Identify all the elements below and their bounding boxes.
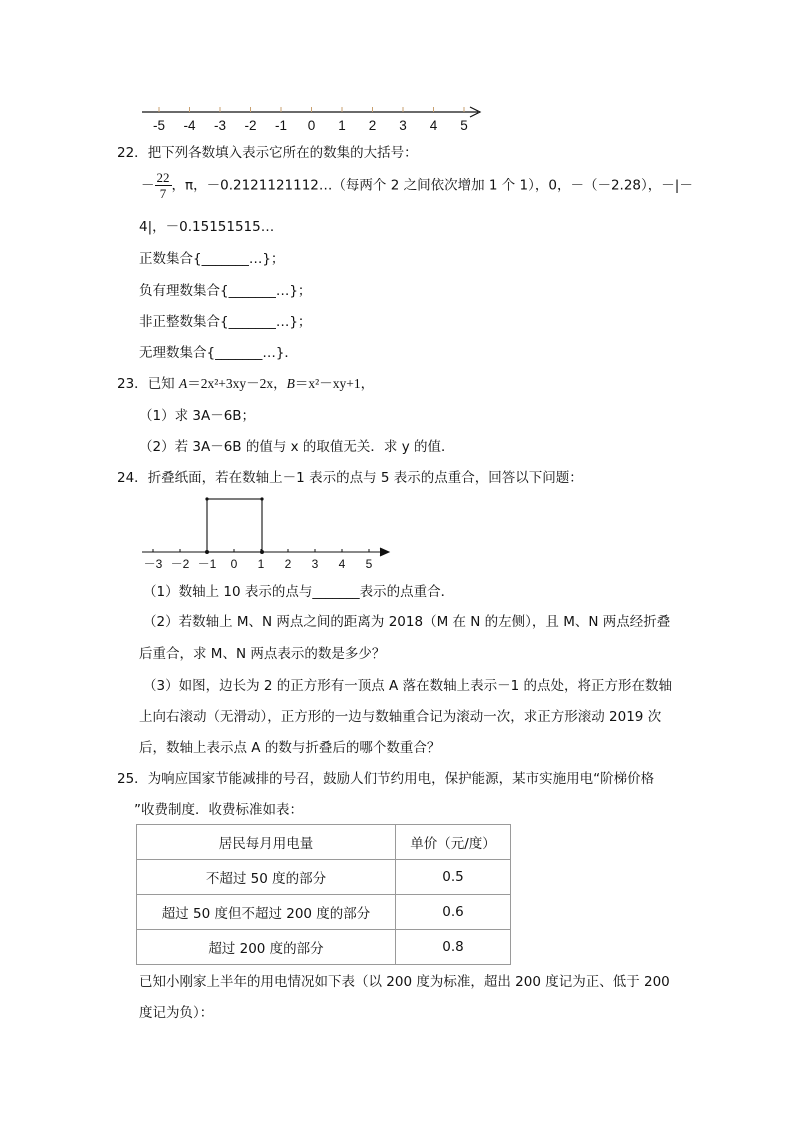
q24-stem-text: 折叠纸面，若在数轴上－1 表示的点与 5 表示的点重合，回答以下问题：	[147, 470, 583, 486]
q24-part2-line1: （2）若数轴上 M、N 两点之间的距离为 2018（M 在 N 的左侧），且 M、N 两点经折叠	[143, 614, 671, 630]
q22-number: 22．	[117, 145, 148, 161]
square-vertex	[260, 497, 263, 500]
axis-tick-label: 1	[338, 118, 346, 133]
q23-expr-a: ＝2x²+3xy－2x，	[187, 376, 287, 391]
table-header-row	[137, 825, 511, 860]
q22-set-non-positive-integer: 非正整数集合{_______…}；	[139, 314, 312, 330]
q23-number: 23．	[117, 376, 148, 392]
q22-stem	[117, 144, 418, 162]
rolling-square	[207, 499, 262, 552]
table-cell: 0.5	[396, 860, 511, 895]
square-vertex	[205, 497, 208, 500]
q23-var-a: A	[178, 376, 188, 391]
q22-frac-sign: －	[141, 177, 155, 194]
q24-number: 24．	[117, 470, 148, 486]
q22-set-irrational: 无理数集合{_______…}．	[139, 345, 298, 361]
q23-var-b: B	[286, 376, 295, 391]
table-cell: 超过 50 度但不超过 200 度的部分	[137, 895, 396, 930]
q23-expr-b: ＝x²－xy+1，	[294, 376, 375, 391]
q25-stem-line2: ”收费制度．收费标准如表：	[134, 802, 303, 818]
q25-after-line1: 已知小刚家上半年的用电情况如下表（以 200 度为标准，超出 200 度记为正、低于 200	[139, 974, 670, 990]
q24-part3-line1: （3）如图，边长为 2 的正方形有一顶点 A 落在数轴上表示－1 的点处，将正方形在数轴	[143, 678, 672, 694]
axis-tick-label: -2	[244, 118, 257, 133]
axis-tick-label: 2	[284, 557, 292, 571]
axis-tick-label: 5	[460, 118, 468, 133]
table-header-cell: 单价（元/度）	[396, 825, 511, 860]
q24-part3-line2: 上向右滚动（无滑动），正方形的一边与数轴重合记为滚动一次，求正方形滚动 2019 次	[139, 709, 662, 725]
q25-after-line2: 度记为负）：	[139, 1005, 214, 1021]
table-cell: 0.8	[396, 930, 511, 965]
q22-fraction	[155, 170, 172, 201]
axis-tick-label: 0	[307, 118, 316, 133]
table-header-cell: 居民每月用电量	[137, 825, 396, 860]
table-row	[137, 895, 511, 930]
q23-part2: （2）若 3A－6B 的值与 x 的取值无关．求 y 的值．	[139, 439, 455, 455]
q22-number-list-line2: 4|，－0.15151515…	[139, 219, 275, 235]
top-number-line	[140, 100, 490, 136]
q24-stem	[117, 469, 583, 487]
q22-number-list-line1	[141, 170, 693, 201]
q22-stem-text: 把下列各数填入表示它所在的数集的大括号：	[147, 145, 418, 161]
q24-part3-line3: 后，数轴上表示点 A 的数与折叠后的哪个数重合？	[139, 740, 441, 756]
q24-part2-line2: 后重合，求 M、N 两点表示的数是多少？	[139, 646, 386, 662]
q23-stem-a: 已知	[147, 376, 179, 392]
q25-stem-text: 为响应国家节能减排的号召，鼓励人们节约用电，保护能源，某市实施用电“阶梯价格	[147, 771, 655, 787]
price-table	[136, 824, 511, 965]
q22-set-positive: 正数集合{_______…}；	[139, 251, 285, 267]
table-cell: 0.6	[396, 895, 511, 930]
q22-line1-rest: ，π，－0.2121121112…（每两个 2 之间依次增加 1 个 1），0，－（－2.28），－|－	[171, 177, 693, 194]
q24-part1: （1）数轴上 10 表示的点与_______表示的点重合．	[143, 584, 455, 600]
axis-tick-label: -5	[152, 118, 166, 133]
axis-tick-label: -3	[213, 118, 227, 133]
table-row	[137, 930, 511, 965]
axis-tick-label: 4	[429, 118, 438, 133]
axis-tick-label: 1	[257, 557, 265, 571]
fraction-denominator: 7	[159, 186, 167, 201]
axis-tick-label: 5	[365, 557, 373, 571]
table-cell: 超过 200 度的部分	[137, 930, 396, 965]
q23-part1: （1）求 3A－6B；	[139, 408, 256, 424]
q22-set-negative-rational: 负有理数集合{_______…}；	[139, 283, 312, 299]
axis-tick-label: -4	[183, 118, 196, 133]
q24-square-number-line	[140, 494, 400, 574]
axis-tick-label: －3	[143, 557, 163, 571]
q25-stem-line1	[117, 770, 654, 788]
fraction-numerator: 22	[156, 170, 170, 185]
table-cell: 不超过 50 度的部分	[137, 860, 396, 895]
q25-number: 25．	[117, 771, 148, 787]
axis-tick-label: 2	[368, 118, 377, 133]
axis-tick-label: 3	[311, 557, 319, 571]
axis-tick-label: -1	[274, 118, 288, 133]
axis-tick-label: 3	[399, 118, 407, 133]
axis-tick-label: －2	[170, 557, 190, 571]
axis-tick-label: 4	[338, 557, 346, 571]
axis-tick-label: 0	[230, 557, 238, 571]
table-row	[137, 860, 511, 895]
axis-tick-label: －1	[197, 557, 217, 571]
q23-stem	[117, 375, 374, 393]
axis-arrow	[380, 548, 389, 556]
